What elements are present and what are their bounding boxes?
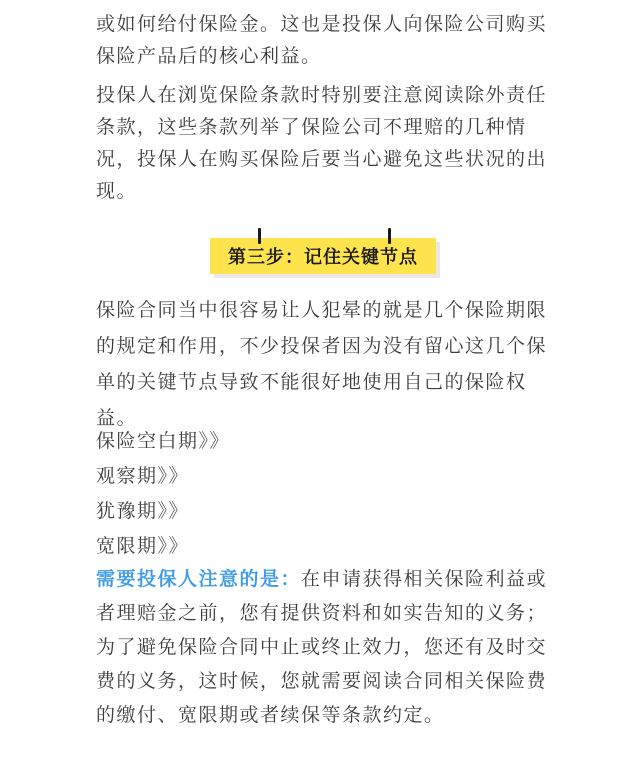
- pin-icon: [388, 228, 391, 244]
- period-link-grace[interactable]: 宽限期》》: [96, 535, 190, 557]
- paragraph-key-periods: 保险合同当中很容易让人犯晕的就是几个保险期限的规定和作用，不少投保者因为没有留心这几个保单的关键节点导致不能很好地使用自己的保险权益。: [96, 299, 548, 429]
- obligations-text: 在申请获得相关保险利益或者理赔金之前，您有提供资料和如实告知的义务；为了避免保险合同中止或终止效力，您还有及时交费的义务，这时候，您就需要阅读合同相关保险费的缴付、宽限期或者续保等条款约定。: [96, 568, 548, 726]
- step-title: 第三步：记住关键节点: [210, 238, 436, 274]
- paragraph-line: 保险产品后的核心利益。: [96, 45, 322, 67]
- pin-icon: [258, 228, 261, 244]
- paragraph-benefits: [96, 8, 556, 72]
- period-list: [96, 424, 556, 564]
- period-link-blank[interactable]: 保险空白期》》: [96, 430, 231, 452]
- period-link-cooling-off[interactable]: 犹豫期》》: [96, 500, 190, 522]
- period-link-observation[interactable]: 观察期》》: [96, 465, 190, 487]
- paragraph-obligations: [96, 562, 556, 732]
- step-heading: [210, 228, 436, 276]
- paragraph-line: 或如何给付保险金。这也是投保人向保险公司购买: [96, 13, 548, 35]
- highlight-label: 需要投保人注意的是：: [96, 568, 302, 590]
- paragraph-exclusions: 投保人在浏览保险条款时特别要注意阅读除外责任条款，这些条款列举了保险公司不理赔的几种情况，投保人在购买保险后要当心避免这些状况的出现。: [96, 84, 548, 202]
